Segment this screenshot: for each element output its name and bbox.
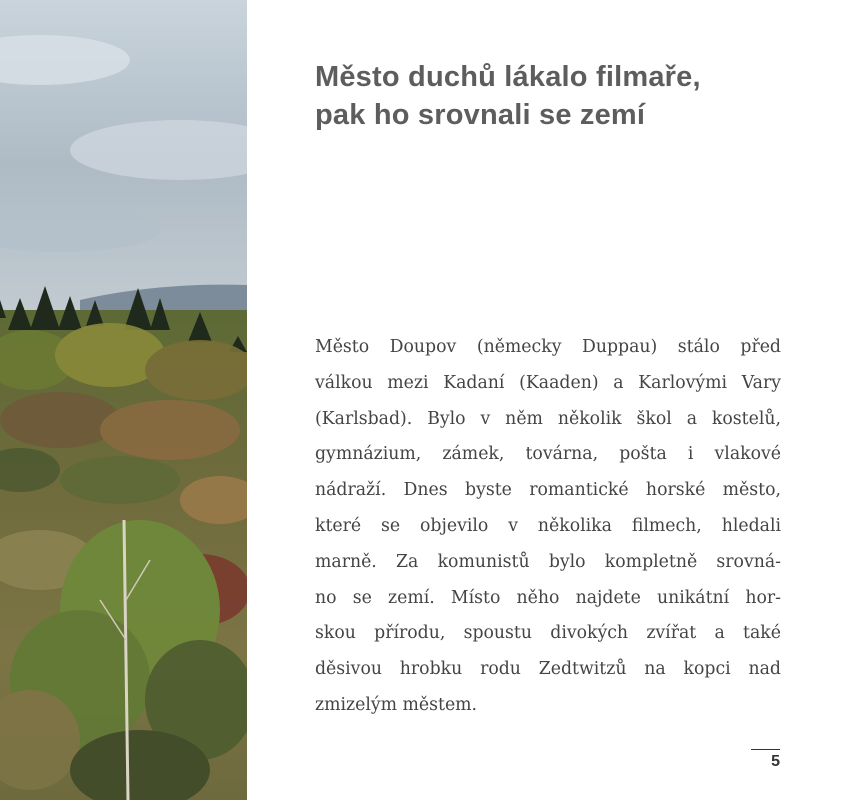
article-body	[315, 330, 781, 724]
title-line: pak ho srovnali se zemí	[315, 99, 646, 131]
body-line: Město Doupov (německy Duppau) stálo před	[315, 337, 781, 357]
body-line: válkou mezi Kadaní (Kaaden) a Karlovými Vary	[315, 372, 781, 393]
body-line: (Karlsbad). Bylo v něm několik škol a kostelů,	[315, 408, 781, 429]
body-line: které se objevilo v několika filmech, hledali	[315, 515, 781, 536]
title-line: Město duchů lákalo filmaře,	[315, 61, 701, 93]
article-title	[315, 58, 815, 134]
body-line: no se zemí. Místo něho najdete unikátní hor-	[315, 587, 781, 608]
body-line: skou přírodu, spoustu divokých zvířat a také	[315, 623, 781, 644]
body-line: nádraží. Dnes byste romantické horské město,	[315, 480, 781, 501]
page-number: 5	[771, 753, 780, 770]
body-line: zmizelým městem.	[315, 694, 478, 715]
page-number-rule	[751, 749, 780, 750]
landscape-photo	[0, 0, 247, 800]
body-line: gymnázium, zámek, továrna, pošta i vlakové	[315, 444, 781, 465]
body-line: děsivou hrobku rodu Zedtwitzů na kopci nad	[315, 659, 781, 680]
text-page	[247, 0, 841, 800]
body-line: marně. Za komunistů bylo kompletně srovná-	[315, 551, 781, 572]
